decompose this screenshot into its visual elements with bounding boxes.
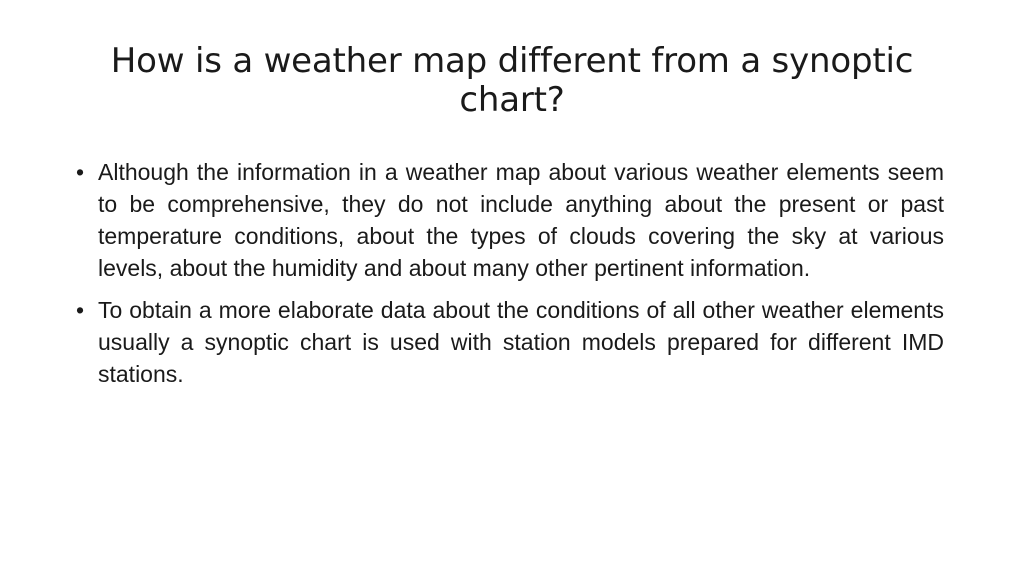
bullet-icon: • — [76, 159, 85, 185]
bullet-icon: • — [76, 297, 85, 323]
bullet-text: To obtain a more elaborate data about the conditions of all other weather elements usually a synoptic chart is used with station models prepared for different IMD stations. — [98, 297, 944, 387]
bullet-item — [74, 294, 944, 390]
bullet-list — [74, 156, 944, 400]
slide-title: How is a weather map different from a synoptic chart? — [110, 41, 914, 121]
bullet-item — [74, 156, 944, 284]
bullet-text: Although the information in a weather map about various weather elements seem to be comprehensive, they do not include anything about the present or past temperature conditions, about the types of clouds covering the sky at various levels, about the humidity and about many other pertinent information. — [98, 159, 944, 281]
